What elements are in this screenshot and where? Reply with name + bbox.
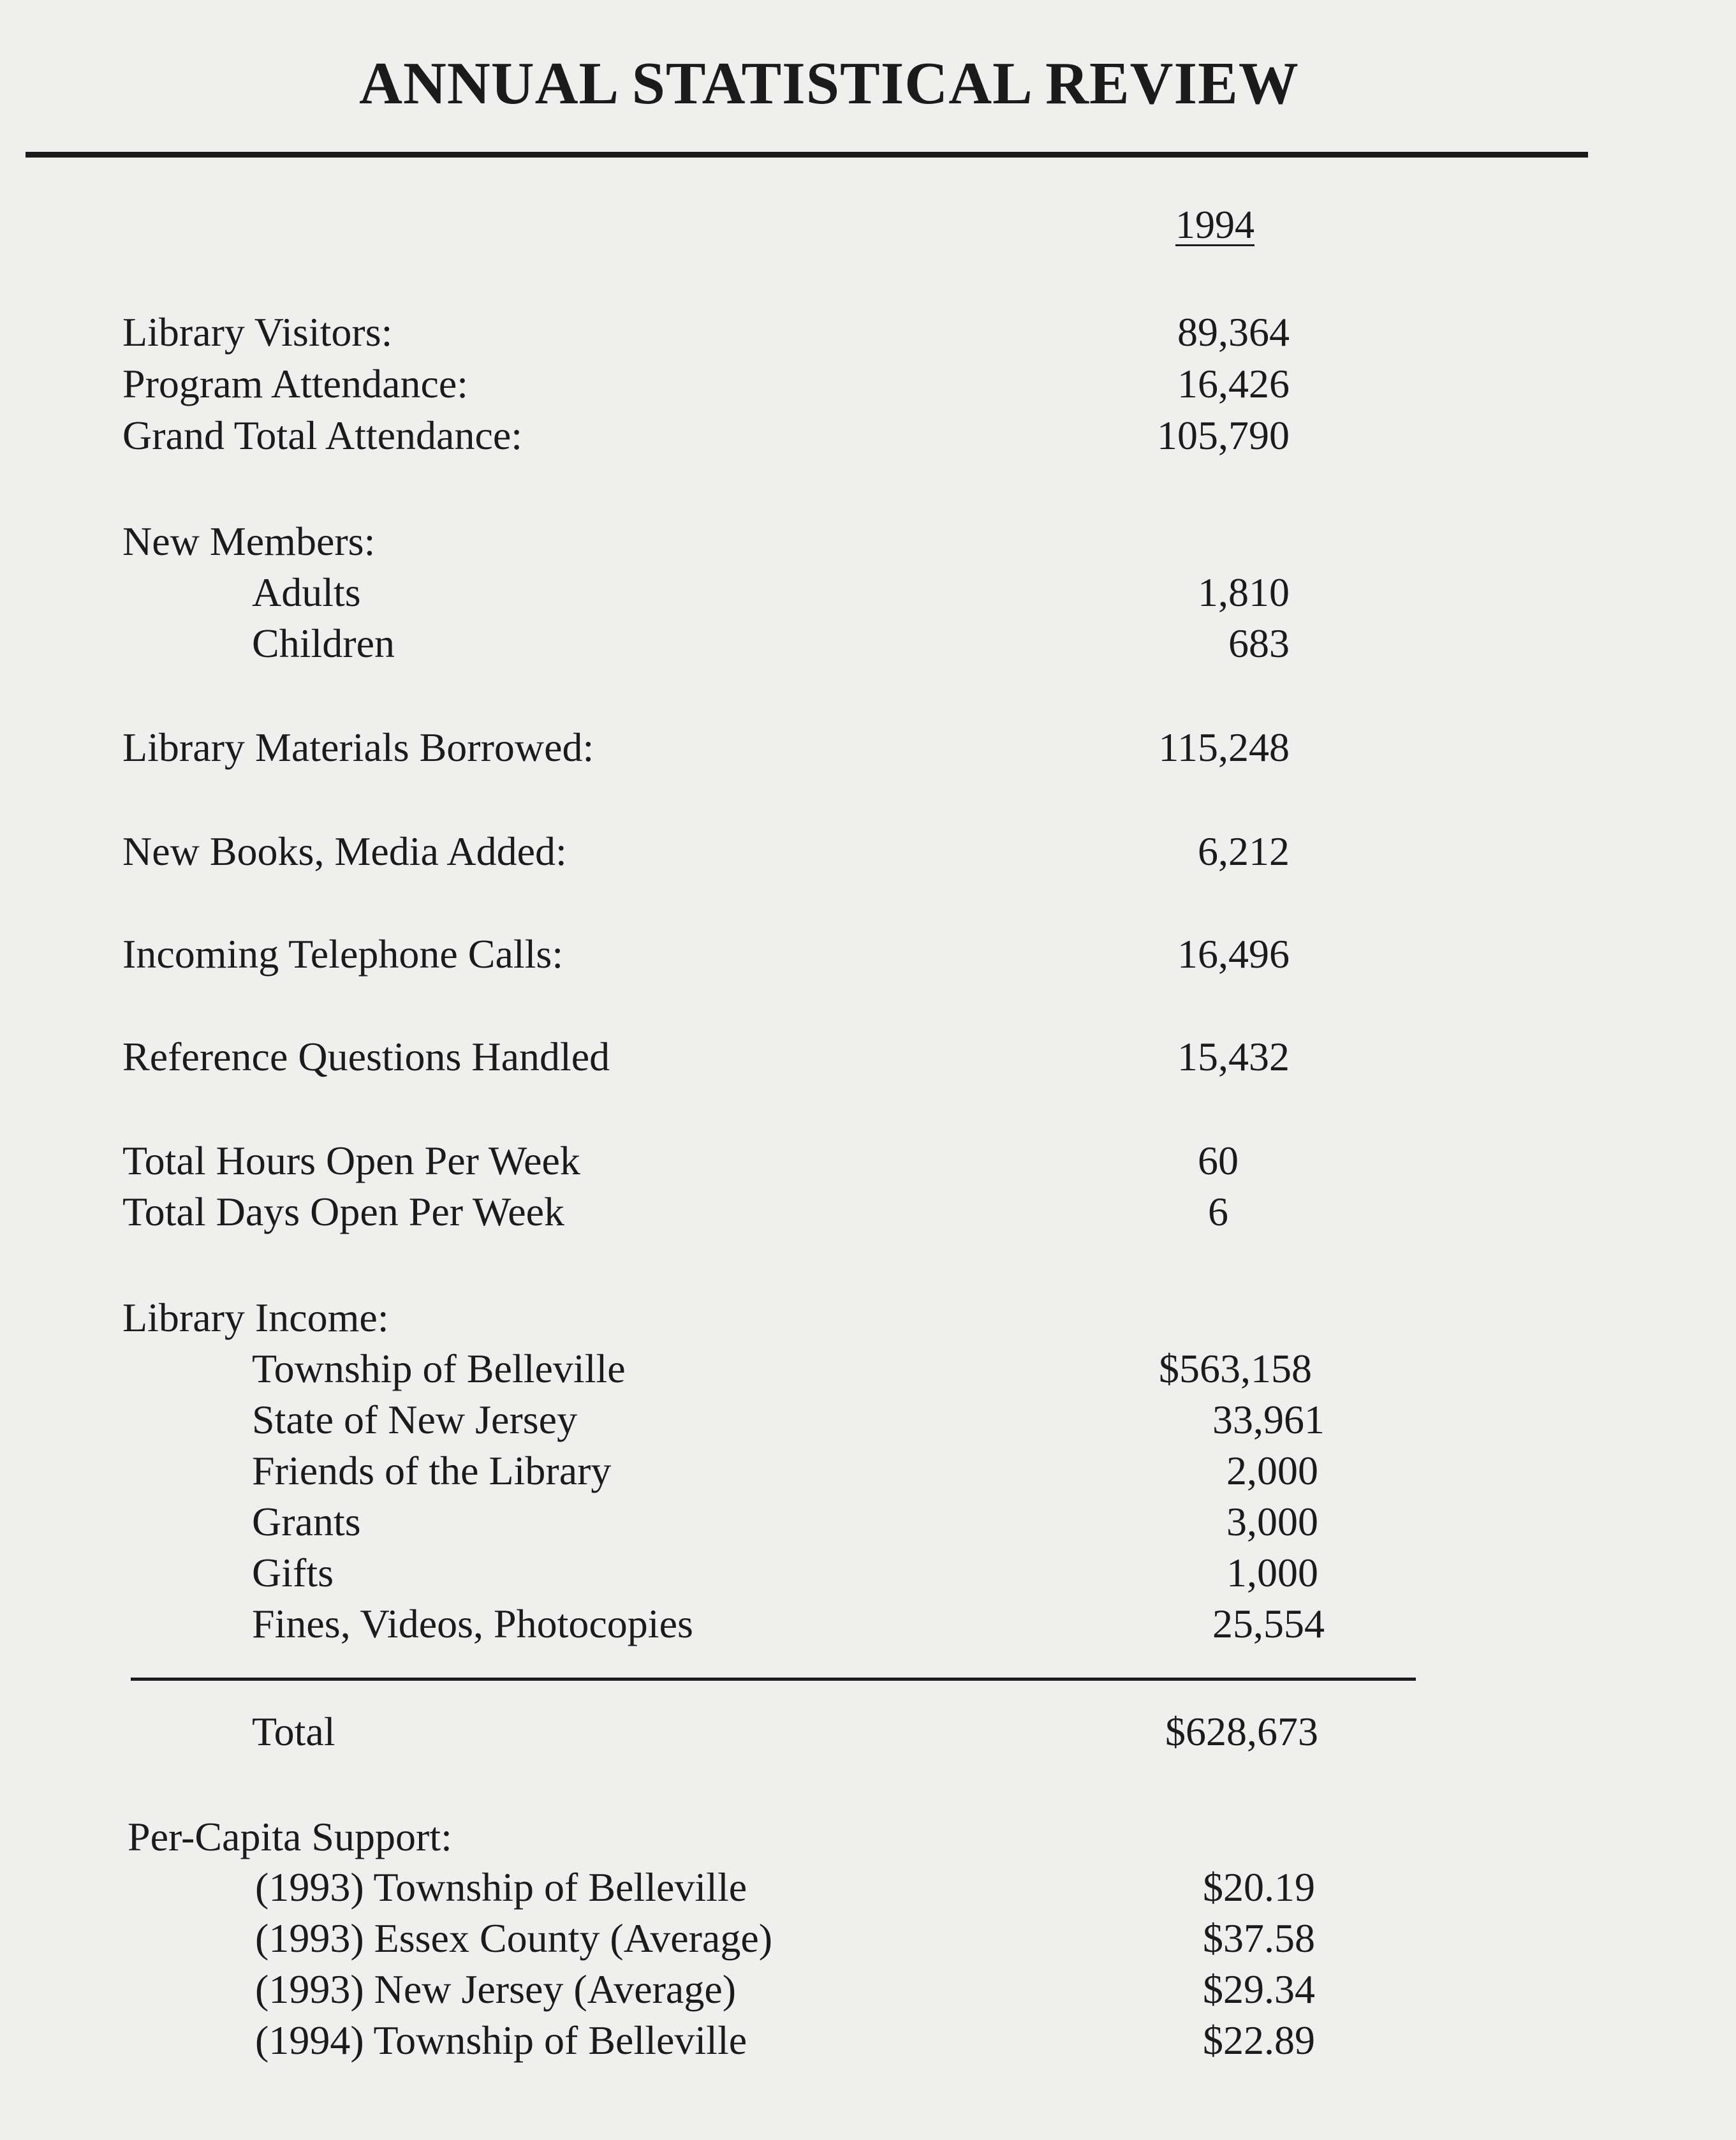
stat-row-library-visitors <box>0 307 1736 357</box>
stat-row-grand-total-attendance <box>0 411 1736 461</box>
row-label: Total Hours Open Per Week <box>122 1138 580 1183</box>
row-value: 1,810 <box>1198 570 1290 615</box>
row-label: Library Materials Borrowed: <box>122 725 594 770</box>
income-row-friends <box>0 1446 1736 1496</box>
row-label: (1993) Essex County (Average) <box>255 1915 773 1961</box>
per-capita-row-1993-new-jersey <box>0 1965 1736 2014</box>
stat-row-program-attendance <box>0 359 1736 409</box>
row-label: Township of Belleville <box>252 1346 626 1391</box>
income-row-state <box>0 1395 1736 1445</box>
section-label: Per-Capita Support: <box>128 1814 452 1859</box>
row-value: 105,790 <box>1157 413 1290 458</box>
row-label: Total <box>252 1709 335 1754</box>
row-label: Total Days Open Per Week <box>122 1189 564 1234</box>
row-label: Incoming Telephone Calls: <box>122 931 564 977</box>
row-label: Adults <box>252 570 361 615</box>
row-label: Grants <box>252 1499 361 1544</box>
row-value: 25,554 <box>1212 1601 1325 1646</box>
section-heading-library-income <box>0 1293 1736 1343</box>
row-label: Grand Total Attendance: <box>122 413 523 458</box>
income-row-fines <box>0 1599 1736 1649</box>
stat-row-adults <box>0 568 1736 617</box>
row-value: $37.58 <box>1203 1915 1315 1961</box>
row-label: New Books, Media Added: <box>122 829 567 874</box>
section-label: New Members: <box>122 519 376 564</box>
income-row-township <box>0 1344 1736 1394</box>
row-label: Fines, Videos, Photocopies <box>252 1601 693 1646</box>
section-heading-new-members <box>0 517 1736 566</box>
row-label: (1993) New Jersey (Average) <box>255 1967 737 2012</box>
per-capita-row-1994-township <box>0 2016 1736 2065</box>
stat-row-reference-questions <box>0 1032 1736 1082</box>
per-capita-row-1993-essex <box>0 1914 1736 1963</box>
row-value: 33,961 <box>1212 1397 1325 1442</box>
row-value: 2,000 <box>1226 1448 1318 1493</box>
stat-row-materials-borrowed <box>0 723 1736 772</box>
row-value: 1,000 <box>1226 1550 1318 1595</box>
stat-row-new-books-media <box>0 827 1736 876</box>
row-label: Library Visitors: <box>122 309 393 355</box>
row-label: Friends of the Library <box>252 1448 612 1493</box>
row-value: 89,364 <box>1177 309 1290 355</box>
section-label: Library Income: <box>122 1295 389 1340</box>
stat-row-telephone-calls <box>0 929 1736 979</box>
row-value: $22.89 <box>1203 2018 1315 2063</box>
row-label: Reference Questions Handled <box>122 1034 610 1079</box>
row-value: 115,248 <box>1158 725 1290 770</box>
page-title: ANNUAL STATISTICAL REVIEW <box>359 50 1299 117</box>
row-label: (1993) Township of Belleville <box>255 1864 747 1910</box>
row-value: 60 <box>1198 1138 1239 1183</box>
per-capita-row-1993-township <box>0 1863 1736 1912</box>
row-value: 3,000 <box>1226 1499 1318 1544</box>
row-label: Gifts <box>252 1550 334 1595</box>
row-label: Program Attendance: <box>122 361 469 406</box>
row-value: 15,432 <box>1177 1034 1290 1079</box>
income-row-grants <box>0 1497 1736 1547</box>
stat-row-children <box>0 619 1736 668</box>
row-value: $563,158 <box>1159 1346 1312 1391</box>
row-value: $20.19 <box>1203 1864 1315 1910</box>
income-row-gifts <box>0 1548 1736 1598</box>
year-column-header: 1994 <box>1175 203 1254 247</box>
row-label: State of New Jersey <box>252 1397 578 1442</box>
row-value: $628,673 <box>1165 1709 1318 1754</box>
stat-row-hours-open <box>0 1136 1736 1186</box>
section-heading-per-capita <box>0 1812 1736 1862</box>
row-label: Children <box>252 621 395 666</box>
row-value: 6,212 <box>1198 829 1290 874</box>
income-row-total <box>0 1707 1736 1757</box>
row-label: (1994) Township of Belleville <box>255 2018 747 2063</box>
row-value: 16,426 <box>1177 361 1290 406</box>
stat-row-days-open <box>0 1187 1736 1237</box>
title-divider <box>26 152 1588 158</box>
row-value: 683 <box>1228 621 1290 666</box>
row-value: 16,496 <box>1177 931 1290 977</box>
row-value: $29.34 <box>1203 1967 1315 2012</box>
row-value: 6 <box>1208 1189 1228 1234</box>
total-divider <box>131 1678 1416 1681</box>
